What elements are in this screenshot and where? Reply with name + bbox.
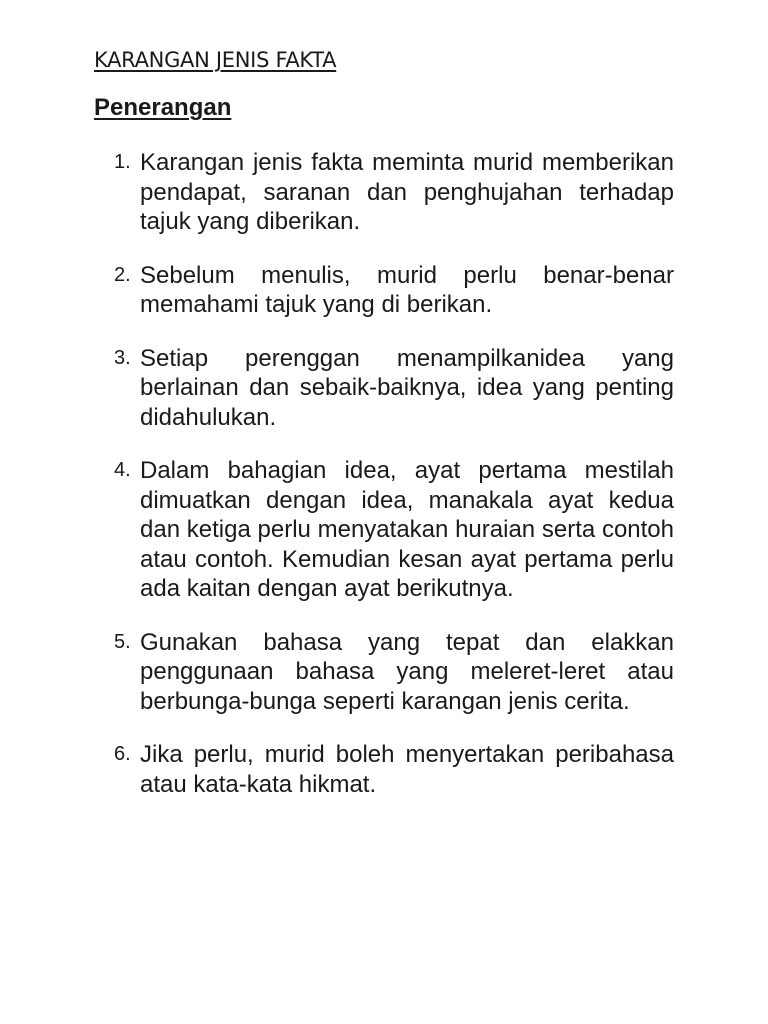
list-item-text: Gunakan bahasa yang tepat dan elakkan penggunaan bahasa yang meleret-leret atau berbunga-bunga seperti karangan jenis cerita. bbox=[140, 628, 674, 715]
list-item-number: 2. bbox=[114, 263, 131, 286]
list-item-number: 6. bbox=[114, 743, 131, 765]
list-item-number: 4. bbox=[114, 459, 131, 481]
numbered-list bbox=[114, 148, 674, 823]
list-item-text: Karangan jenis fakta meminta murid memberikan pendapat, saranan dan penghujahan terhadap tajuk yang diberikan. bbox=[140, 149, 674, 235]
list-item-text: Setiap perenggan menampilkanidea yang berlainan dan sebaik-baiknya, idea yang penting didahulukan. bbox=[140, 344, 674, 431]
list-item-text: Jika perlu, murid boleh menyertakan peribahasa atau kata-kata hikmat. bbox=[140, 741, 674, 798]
list-item bbox=[114, 148, 674, 237]
list-item bbox=[114, 261, 674, 320]
section-heading: Penerangan bbox=[94, 94, 232, 121]
list-item bbox=[114, 344, 674, 433]
list-item-number: 1. bbox=[114, 151, 131, 173]
list-item bbox=[114, 456, 674, 604]
list-item-number: 5. bbox=[114, 630, 131, 653]
list-item-number: 3. bbox=[114, 346, 131, 369]
list-item bbox=[114, 740, 674, 799]
list-item-text: Sebelum menulis, murid perlu benar-benar memahami tajuk yang di berikan. bbox=[140, 261, 674, 318]
list-item-text: Dalam bahagian idea, ayat pertama mestilah dimuatkan dengan idea, manakala ayat kedua dan ketiga perlu menyatakan huraian serta contoh atau contoh. Kemudian kesan ayat pertama perlu ada kaitan dengan ayat berikutnya. bbox=[140, 457, 674, 602]
document-title: KARANGAN JENIS FAKTA bbox=[94, 48, 337, 72]
list-item bbox=[114, 628, 674, 717]
